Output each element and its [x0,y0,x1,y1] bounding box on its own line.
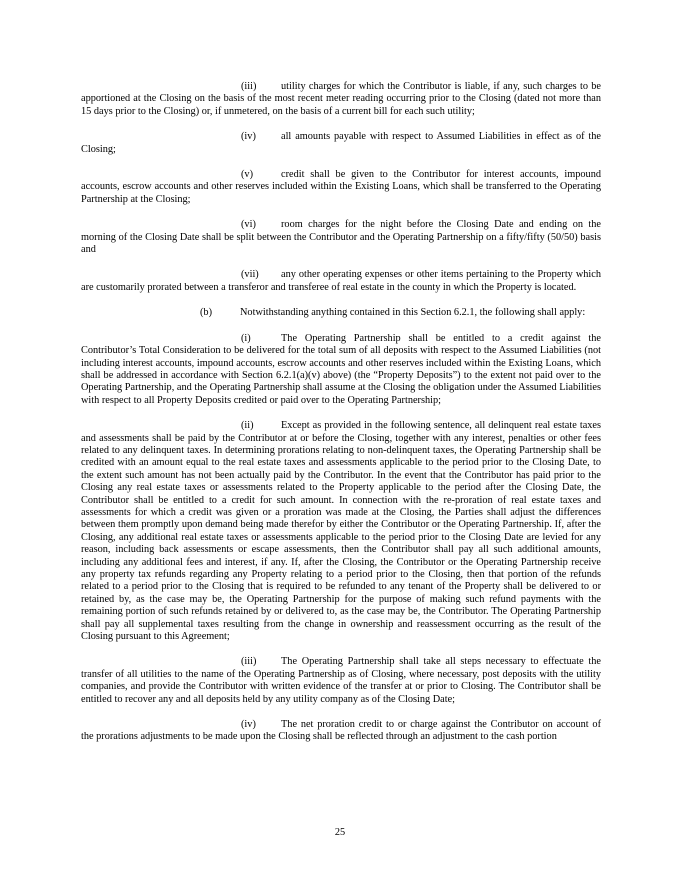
paragraph-number: (iii) [241,656,257,668]
paragraph-text: The net proration credit to or charge against the Contributor on account of the prorations adjustments to be made upon the Closing shall be reflected through an adjustment to the cash portion [81,719,601,743]
paragraph-iii-utility-charges [81,81,601,118]
paragraph-number: (iii) [241,81,257,92]
paragraph-number: (vii) [241,269,259,281]
paragraph-b-notwithstanding [81,307,601,319]
page-number: 25 [334,827,346,838]
paragraph-number: (iv) [241,719,256,731]
paragraph-vi-room-charges [81,219,601,256]
paragraph-number: (b) [200,307,213,319]
paragraph-text: The Operating Partnership shall be entitled to a credit against the Contributor’s Total Consideration to be delivered for the total sum of all deposits with respect to the Assumed Liabilities (not including interest accounts, impound accounts, escrow accounts and other reserves included within the Existing Loans, which shall be addressed in accordance with Section 6.2.1(a)(v) above) (the “Property Deposits”) to the extent not paid over to the Operating Partnership, and the Operating Partnership shall assume at the Closing the obligation under the Assumed Liabilities with respect to all Property Deposits credited or paid over to the Operating Partnership; [81,332,601,406]
paragraph-text: room charges for the night before the Closing Date and ending on the morning of the Closing Date shall be split between the Contributor and the Operating Partnership on a fifty/fifty (50/50) basis and [81,219,601,256]
paragraph-text: credit shall be given to the Contributor for interest accounts, impound accounts, escrow accounts and other reserves included within the Existing Loans, which shall be transferred to the Operating Partnership at the Closing; [81,169,601,205]
paragraph-text: utility charges for which the Contributor is liable, if any, such charges to be apportioned at the Closing on the basis of the most recent meter reading occurring prior to the Closing (dated not more than 15 days prior to the Closing) or, if unmetered, on the basis of a current bill for each such utility; [81,81,601,117]
paragraph-iv-assumed-liabilities [81,131,601,156]
paragraph-iii-utilities-transfer [81,656,601,706]
paragraph-v-credit-contributor [81,169,601,206]
paragraph-ii-real-estate-taxes [81,420,601,643]
paragraph-text: Except as provided in the following sentence, all delinquent real estate taxes and assessments shall be paid by the Contributor at or before the Closing, together with any interest, penalties or other fees related to any delinquent taxes. In determining prorations relating to non-delinquent taxes, the Operating Partnership shall be credited with an amount equal to the real estate taxes and assessments applicable to the period prior to the Closing Date, to the extent such amount has not been actually paid by the Contributor. In the event that the Contributor has paid prior to the Closing any real estate taxes or assessments related to the Property applicable to the period after the Closing Date, the Contributor shall be entitled to a credit for such amount. In connection with the re-proration of real estate taxes and assessments for which a credit was given or a proration was made at the Closing, the Parties shall adjust the differences between them promptly upon demand being made therefor by either the Contributor or the Operating Partnership. If, after the Closing, any additional real estate taxes or assessments applicable to the period prior to the Closing Date are levied for any reason, including back assessments or escape assessments, then the Contributor shall pay all such additional amounts, including any additional fees and interest, if any. If, after the Closing, the Contributor or the Operating Partnership receive any property tax refunds regarding any Property relating to a period prior to the Closing, then that portion of the refunds related to a period prior to the Closing that is required to be refunded to any tenant of the Property shall be delivered to or retained by, as the case may be, the Operating Partnership for the purpose of making such refund payments with the remaining portion of such refunds retained by or delivered to, as the case may be, the Contributor. The Operating Partnership shall pay all supplemental taxes resulting from the change in ownership and reassessment occurring as the result of the Closing pursuant to this Agreement; [81,420,601,643]
paragraph-number: (iv) [241,131,256,143]
paragraph-vii-other-expenses [81,269,601,294]
paragraph-i-property-deposits [81,333,601,407]
paragraph-number: (vi) [241,219,256,231]
paragraph-number: (v) [241,169,254,181]
paragraph-text: any other operating expenses or other items pertaining to the Property which are customarily prorated between a transferor and transferee of real estate in the county in which the Property is located. [81,269,601,293]
document-body [81,81,601,757]
paragraph-number: (ii) [241,420,254,432]
paragraph-text: all amounts payable with respect to Assumed Liabilities in effect as of the Closing; [81,131,601,155]
paragraph-text: The Operating Partnership shall take all steps necessary to effectuate the transfer of all utilities to the name of the Operating Partnership as of Closing, where necessary, post deposits with the utility companies, and provide the Contributor with written evidence of the transfer at or prior to Closing. The Contributor shall be entitled to recover any and all deposits held by any utility company as of the Closing Date; [81,656,601,705]
paragraph-iv-net-proration [81,719,601,744]
paragraph-text: Notwithstanding anything contained in this Section 6.2.1, the following shall apply: [240,307,586,319]
paragraph-number: (i) [241,332,251,344]
